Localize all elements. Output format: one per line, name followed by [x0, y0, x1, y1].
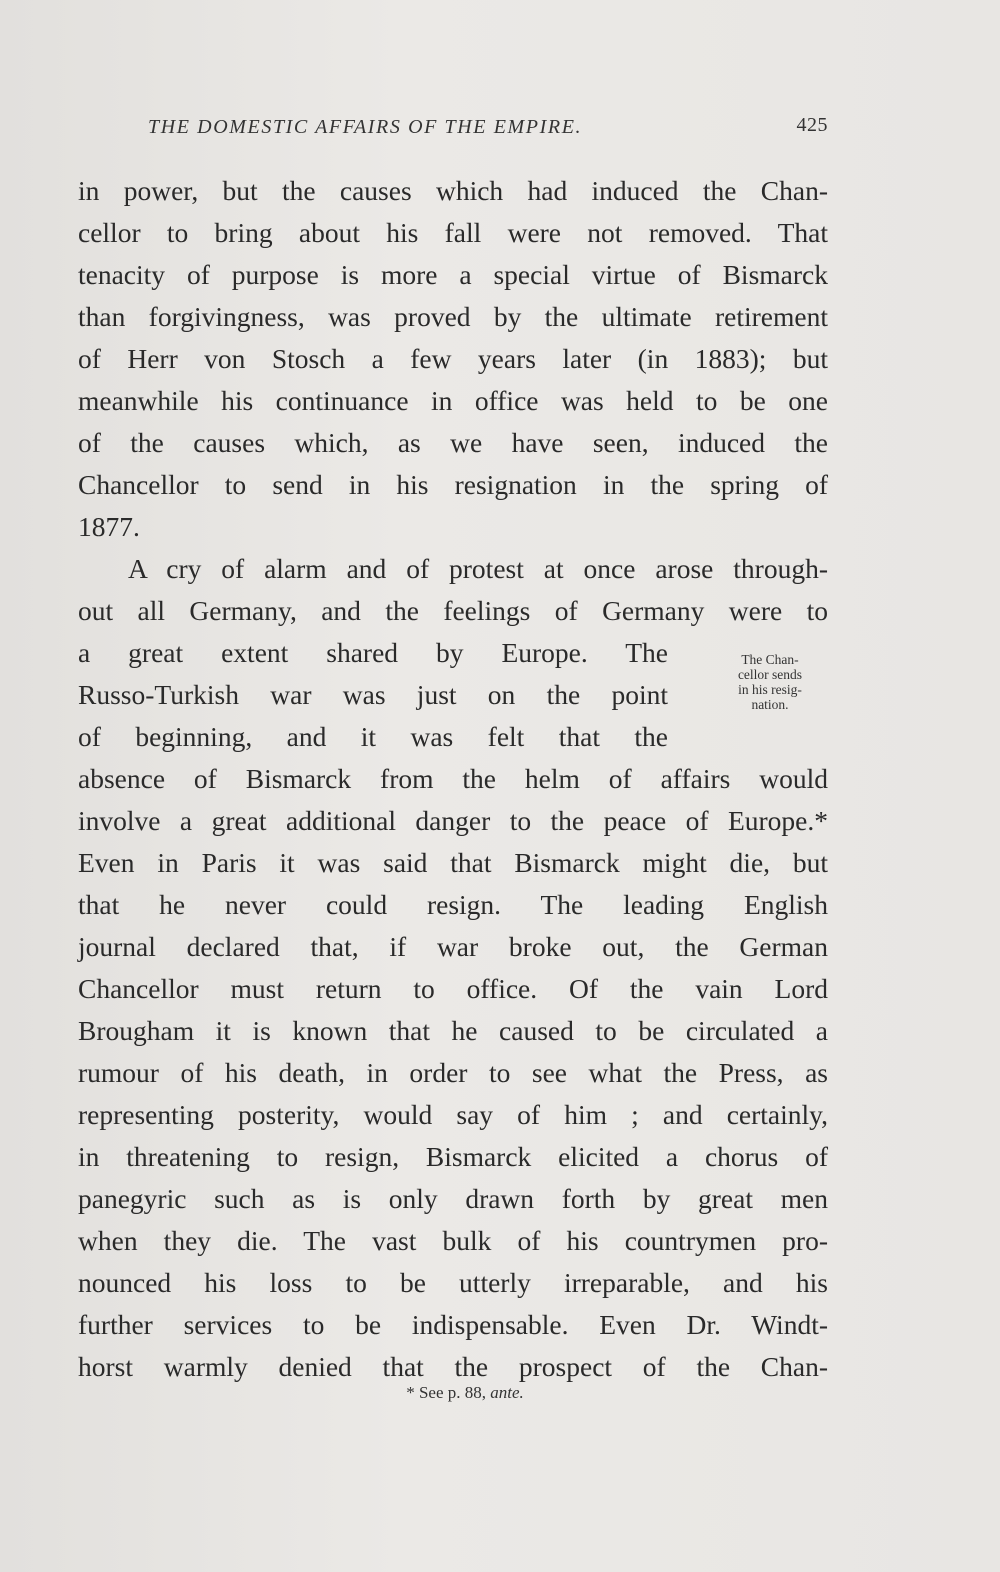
text-line: nounced his loss to be utterly irreparable, and his — [78, 1267, 828, 1298]
text-line: involve a great additional danger to the peace of Europe.* — [78, 805, 828, 836]
text-line: Chancellor must return to office. Of the vain Lord — [78, 973, 828, 1004]
margin-note-line: cellor sends — [737, 667, 803, 682]
text-line: than forgivingness, was proved by the ultimate retirement — [78, 301, 828, 332]
running-head — [148, 116, 828, 146]
margin-note-line: The Chan- — [741, 652, 799, 667]
text-line: a great extent shared by Europe. The — [78, 637, 668, 668]
text-line: rumour of his death, in order to see what the Press, as — [78, 1057, 828, 1088]
text-line: of the causes which, as we have seen, induced the — [78, 427, 828, 458]
text-line: in threatening to resign, Bismarck elicited a chorus of — [78, 1141, 828, 1172]
margin-note-line: nation. — [751, 697, 789, 712]
text-line: Russo-Turkish war was just on the point — [78, 679, 668, 710]
text-line: further services to be indispensable. Even Dr. Windt- — [78, 1309, 828, 1340]
text-line: absence of Bismarck from the helm of affairs would — [78, 763, 828, 794]
text-line: cellor to bring about his fall were not removed. That — [78, 217, 828, 248]
text-line: meanwhile his continuance in office was held to be one — [78, 385, 828, 416]
text-line: Chancellor to send in his resignation in the spring of — [78, 469, 828, 500]
text-line: 1877. — [78, 511, 140, 542]
text-line: tenacity of purpose is more a special virtue of Bismarck — [78, 259, 828, 290]
text-line: journal declared that, if war broke out, the German — [78, 931, 828, 962]
text-line: of Herr von Stosch a few years later (in 1883); but — [78, 343, 828, 374]
text-line: panegyric such as is only drawn forth by great men — [78, 1183, 828, 1214]
running-title: THE DOMESTIC AFFAIRS OF THE EMPIRE. — [148, 116, 583, 138]
text-line: horst warmly denied that the prospect of the Chan- — [78, 1351, 828, 1382]
margin-note-line: in his resig- — [738, 682, 802, 697]
text-line: Even in Paris it was said that Bismarck might die, but — [78, 847, 828, 878]
text-line: Brougham it is known that he caused to be circulated a — [78, 1015, 828, 1046]
text-line: when they die. The vast bulk of his countrymen pro- — [78, 1225, 828, 1256]
margin-note — [700, 652, 840, 712]
page-number: 425 — [796, 114, 828, 136]
text-line: A cry of alarm and of protest at once arose through- — [128, 553, 828, 584]
text-line: out all Germany, and the feelings of Germany were to — [78, 595, 828, 626]
footnote-ante: ante. — [490, 1383, 524, 1402]
text-line: of beginning, and it was felt that the — [78, 721, 668, 752]
footnote-text: * See p. 88, — [406, 1383, 486, 1402]
footnote — [0, 1383, 930, 1403]
text-line: representing posterity, would say of him ; and certainly, — [78, 1099, 828, 1130]
text-line: in power, but the causes which had induced the Chan- — [78, 175, 828, 206]
text-line: that he never could resign. The leading English — [78, 889, 828, 920]
